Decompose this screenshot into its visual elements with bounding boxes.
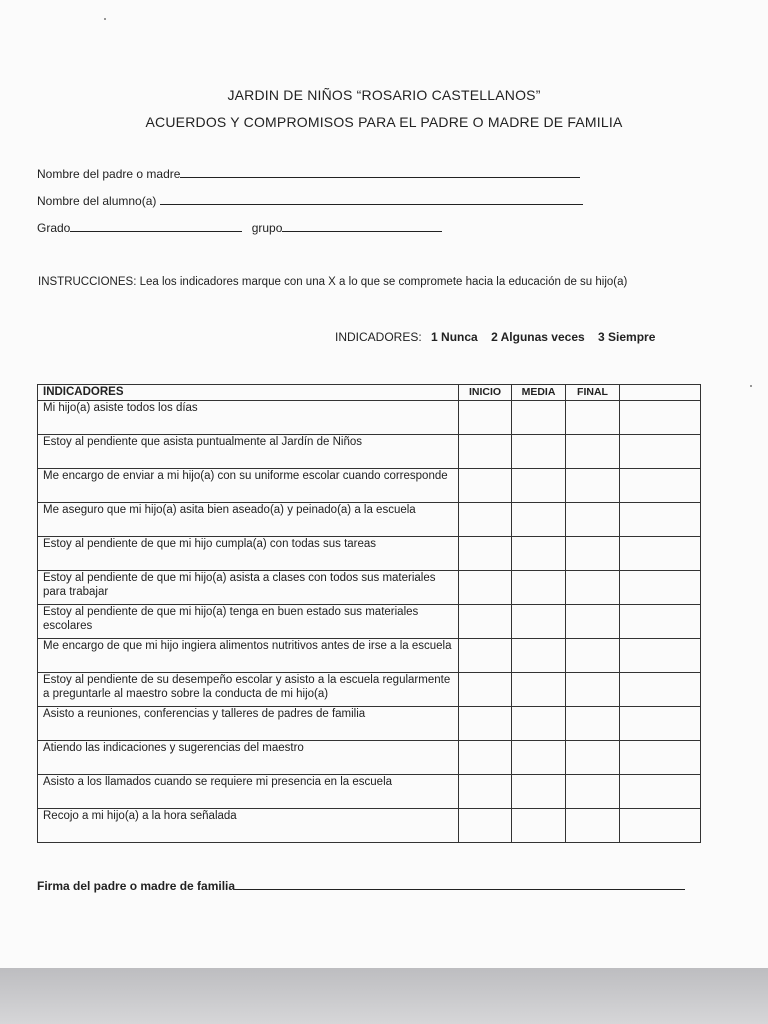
extra-cell[interactable] <box>620 503 701 537</box>
inicio-cell[interactable] <box>459 775 512 809</box>
extra-cell[interactable] <box>620 435 701 469</box>
grade-label: Grado <box>37 221 71 235</box>
indicator-text: Me aseguro que mi hijo(a) asita bien aseado(a) y peinado(a) a la escuela <box>38 503 459 537</box>
indicator-legend <box>335 330 665 344</box>
table-row <box>38 809 701 843</box>
table-row <box>38 639 701 673</box>
final-cell[interactable] <box>566 605 620 639</box>
legend-item: 1 Nunca <box>431 330 478 344</box>
table-header-row <box>38 385 701 401</box>
document-title: ACUERDOS Y COMPROMISOS PARA EL PADRE O MADRE DE FAMILIA <box>145 114 623 130</box>
inicio-cell[interactable] <box>459 469 512 503</box>
indicator-text: Estoy al pendiente de que mi hijo(a) asista a clases con todos sus materiales para trabajar <box>38 571 459 605</box>
inicio-cell[interactable] <box>459 673 512 707</box>
parent-name-line[interactable] <box>180 167 580 178</box>
grade-line[interactable] <box>70 221 242 232</box>
extra-cell[interactable] <box>620 571 701 605</box>
final-cell[interactable] <box>566 435 620 469</box>
table-row <box>38 741 701 775</box>
media-cell[interactable] <box>512 673 566 707</box>
media-cell[interactable] <box>512 503 566 537</box>
inicio-cell[interactable] <box>459 639 512 673</box>
scan-speck <box>104 18 106 20</box>
indicator-text: Mi hijo(a) asiste todos los días <box>38 401 459 435</box>
group-line[interactable] <box>282 221 442 232</box>
final-cell[interactable] <box>566 673 620 707</box>
table-row <box>38 537 701 571</box>
inicio-cell[interactable] <box>459 809 512 843</box>
media-cell[interactable] <box>512 605 566 639</box>
extra-cell[interactable] <box>620 469 701 503</box>
inicio-cell[interactable] <box>459 537 512 571</box>
indicator-text: Estoy al pendiente de que mi hijo cumpla(a) con todas sus tareas <box>38 537 459 571</box>
extra-cell[interactable] <box>620 401 701 435</box>
media-cell[interactable] <box>512 809 566 843</box>
media-cell[interactable] <box>512 469 566 503</box>
legend-item: 3 Siempre <box>598 330 656 344</box>
final-cell[interactable] <box>566 469 620 503</box>
parent-name-label: Nombre del padre o madre <box>37 167 181 181</box>
media-cell[interactable] <box>512 401 566 435</box>
header-indicadores: INDICADORES <box>38 385 459 401</box>
extra-cell[interactable] <box>620 605 701 639</box>
indicator-text: Me encargo de que mi hijo ingiera alimentos nutritivos antes de irse a la escuela <box>38 639 459 673</box>
student-name-field <box>37 194 583 208</box>
signature-field <box>37 879 685 893</box>
media-cell[interactable] <box>512 707 566 741</box>
media-cell[interactable] <box>512 537 566 571</box>
signature-line[interactable] <box>235 879 685 890</box>
table-row <box>38 707 701 741</box>
grade-group-field <box>37 221 442 235</box>
student-name-line[interactable] <box>160 194 583 205</box>
inicio-cell[interactable] <box>459 435 512 469</box>
final-cell[interactable] <box>566 401 620 435</box>
inicio-cell[interactable] <box>459 605 512 639</box>
table-row <box>38 469 701 503</box>
final-cell[interactable] <box>566 775 620 809</box>
inicio-cell[interactable] <box>459 707 512 741</box>
table-row <box>38 401 701 435</box>
table-row <box>38 571 701 605</box>
inicio-cell[interactable] <box>459 571 512 605</box>
group-label: grupo <box>251 221 283 235</box>
table-row <box>38 673 701 707</box>
indicators-table <box>37 384 701 843</box>
extra-cell[interactable] <box>620 673 701 707</box>
extra-cell[interactable] <box>620 537 701 571</box>
header-blank <box>620 385 701 401</box>
indicator-text: Asisto a los llamados cuando se requiere mi presencia en la escuela <box>38 775 459 809</box>
header-media: MEDIA <box>512 385 566 401</box>
student-name-label: Nombre del alumno(a) <box>37 194 157 208</box>
inicio-cell[interactable] <box>459 503 512 537</box>
table-row <box>38 435 701 469</box>
legend-label: INDICADORES: <box>335 330 422 344</box>
final-cell[interactable] <box>566 537 620 571</box>
media-cell[interactable] <box>512 775 566 809</box>
media-cell[interactable] <box>512 435 566 469</box>
header-inicio: INICIO <box>459 385 512 401</box>
extra-cell[interactable] <box>620 639 701 673</box>
indicator-text: Estoy al pendiente de su desempeño escolar y asisto a la escuela regularmente a preguntarle al maestro sobre la conducta de mi hijo(a) <box>38 673 459 707</box>
signature-label: Firma del padre o madre de familia <box>37 879 236 893</box>
inicio-cell[interactable] <box>459 401 512 435</box>
table-row <box>38 503 701 537</box>
indicator-text: Estoy al pendiente de que mi hijo(a) tenga en buen estado sus materiales escolares <box>38 605 459 639</box>
header-final: FINAL <box>566 385 620 401</box>
media-cell[interactable] <box>512 639 566 673</box>
final-cell[interactable] <box>566 707 620 741</box>
final-cell[interactable] <box>566 741 620 775</box>
extra-cell[interactable] <box>620 775 701 809</box>
instructions-text: INSTRUCCIONES: Lea los indicadores marque con una X a lo que se compromete hacia la educación de su hijo(a) <box>38 276 628 288</box>
media-cell[interactable] <box>512 741 566 775</box>
table-body <box>38 401 701 843</box>
indicator-text: Recojo a mi hijo(a) a la hora señalada <box>38 809 459 843</box>
indicator-text: Atiendo las indicaciones y sugerencias del maestro <box>38 741 459 775</box>
table-row <box>38 775 701 809</box>
final-cell[interactable] <box>566 809 620 843</box>
final-cell[interactable] <box>566 503 620 537</box>
legend-item: 2 Algunas veces <box>491 330 585 344</box>
table-row <box>38 605 701 639</box>
indicator-text: Asisto a reuniones, conferencias y talleres de padres de familia <box>38 707 459 741</box>
parent-name-field <box>37 167 580 181</box>
indicator-text: Me encargo de enviar a mi hijo(a) con su uniforme escolar cuando corresponde <box>38 469 459 503</box>
inicio-cell[interactable] <box>459 741 512 775</box>
final-cell[interactable] <box>566 639 620 673</box>
school-title: JARDIN DE NIÑOS “ROSARIO CASTELLANOS” <box>227 87 541 103</box>
indicator-text: Estoy al pendiente que asista puntualmente al Jardín de Niños <box>38 435 459 469</box>
scan-speck <box>750 385 752 387</box>
scanner-edge <box>0 968 768 1024</box>
extra-cell[interactable] <box>620 809 701 843</box>
extra-cell[interactable] <box>620 741 701 775</box>
media-cell[interactable] <box>512 571 566 605</box>
final-cell[interactable] <box>566 571 620 605</box>
extra-cell[interactable] <box>620 707 701 741</box>
